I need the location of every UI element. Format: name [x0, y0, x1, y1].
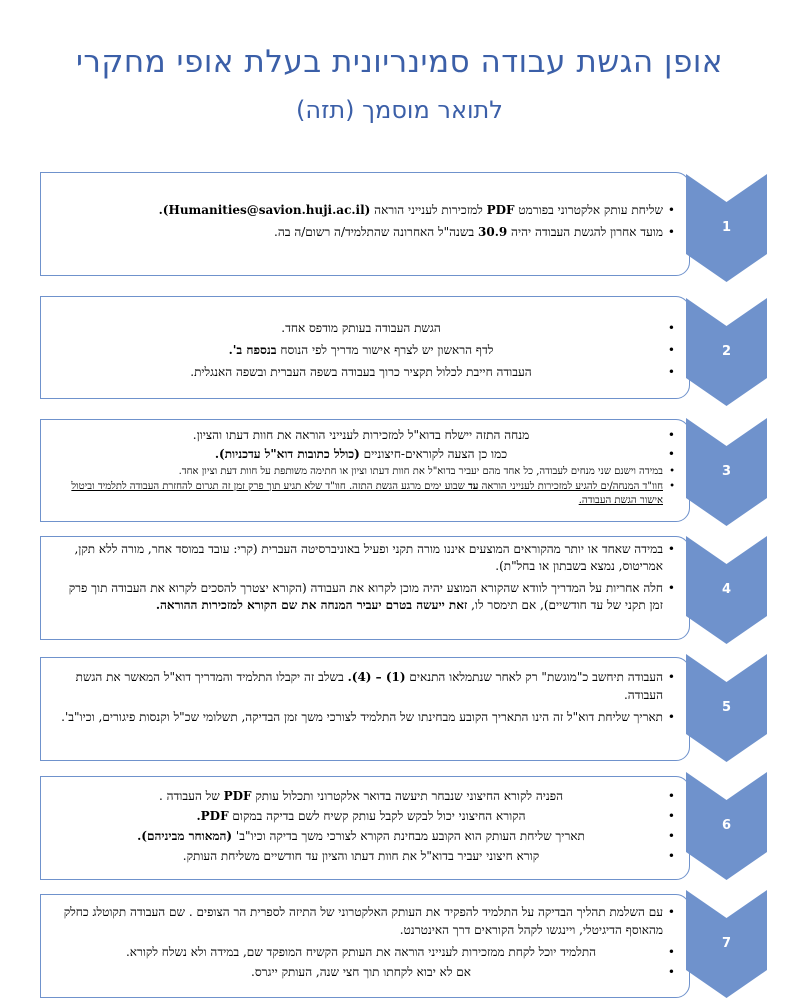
step-number: 7 — [721, 936, 732, 951]
step-4-box — [40, 536, 690, 640]
step-4-chevron — [686, 536, 767, 644]
list-item: • לדף הראשון יש לצרף אישור מדריך לפי הנוסח בנספח ב'. — [59, 341, 663, 359]
page-title: אופן הגשת עבודה סמינריונית בעלת אופי מחקרי — [75, 44, 724, 80]
list-item: • מנחה התזה יישלח בדוא"ל למזכירות לענייני הוראה את חוות דעתו והציון. — [59, 426, 663, 444]
step-6-chevron — [686, 772, 767, 880]
step-number: 5 — [721, 700, 732, 715]
step-1-chevron — [686, 174, 767, 282]
list-item: • מועד אחרון להגשת העבודה יהיה 30.9 בשנה"ל האחרונה שהתלמיד/ה רשום/ה בה. — [59, 223, 663, 241]
list-item: • חוו"ד המנחה/ים להגיע למזכירות לענייני הוראה עד שבוע ימים מרגע הגשת התזה. חוו"ד שלא תגיע תוך פרק זמן זה תגרום להחזרת העבודה לתלמיד וביטול אישור הגשת העבודה. — [59, 480, 663, 507]
step-number: 2 — [721, 344, 732, 359]
list-item: • במידה שאחד או יותר מהקוראים המוצעים איננו מורה תקני ופעיל באוניברסיטה העברית (קרי: עובד במוסד אחר, מורה ללא תקן, אמריטוס, נמצא בשבתון או בחל"ת). — [59, 541, 663, 576]
step-3-box — [40, 419, 690, 522]
list-item: • קורא חיצוני יעביר בדוא"ל את חוות דעתו והציון עד חודשיים משליחת העותק. — [59, 847, 663, 865]
step-number: 4 — [721, 582, 732, 597]
list-item: • עם השלמת תהליך הבדיקה על התלמיד להפקיד את העותק האלקטרוני של התיזה לספרית הר הצופים . שם העבודה תקוטלג כחלק מהאוסף הדיגיטלי, ויינגשו לקהל הקוראים דרך האינטרנט. — [59, 903, 663, 939]
list-item: • כמו כן הצעה לקוראים-חיצוניים (כולל כתובות דוא"ל עדכניות). — [59, 445, 663, 463]
step-number: 6 — [721, 818, 732, 833]
list-item: • העבודה חייבת לכלול תקציר כרוך בעבודה בשפה העברית ובשפה האנגלית. — [59, 363, 663, 381]
step-2-box — [40, 296, 690, 399]
list-item: • העבודה תיחשב כ"מוגשת" רק לאחר שנתמלאו התנאים (1) – (4). בשלב זה יקבלו התלמיד והמדריך דוא"ל המאשר את הגשת העבודה. — [59, 668, 663, 704]
step-2-chevron — [686, 298, 767, 406]
list-item: • תאריך שליחת דוא"ל זה הינו התאריך הקובע מבחינתו של התלמיד לצורכי משך זמן הבדיקה, תשלומי שכ"ל וקנסות פיגורים, וכיו"ב'. — [59, 708, 663, 726]
list-item: • תאריך שליחת העותק הוא הקובע מבחינת הקורא לצורכי משך בדיקה וכיו"ב' (המאוחר מביניהם). — [59, 827, 663, 845]
list-item: • הפניה לקורא החיצוני שנבחר תיעשה בדואר אלקטרוני ותכלול עותק PDF של העבודה . — [59, 787, 663, 805]
step-number: 1 — [721, 220, 732, 235]
step-3-chevron — [686, 418, 767, 526]
step-7-chevron — [686, 890, 767, 998]
list-item: • במידה וישנם שני מנחים לעבודה, כל אחד מהם יעביר בדוא"ל את חוות דעתו וציון או חתימה משותפת על חוות דעת וציון אחד. — [59, 464, 663, 479]
step-7-box — [40, 894, 690, 998]
list-item: • התלמיד יוכל לקחת ממזכירות לענייני הוראה את העותק הקשיח המופקד שם, במידה ולא נשלח לקורא. — [59, 943, 663, 961]
step-5-chevron — [686, 654, 767, 762]
list-item: • הקורא החיצוני יכול לבקש לקבל עותק קשיח לשם בדיקה במקום PDF. — [59, 807, 663, 825]
page-subtitle: לתואר מוסמך (תזה) — [296, 96, 503, 124]
step-5-box — [40, 657, 690, 761]
list-item: • הגשת העבודה בעותק מודפס אחד. — [59, 319, 663, 337]
step-6-box — [40, 776, 690, 880]
step-number: 3 — [721, 464, 732, 479]
step-1-box — [40, 172, 690, 276]
list-item: • אם לא יבוא לקחתו תוך חצי שנה, העותק ייגרס. — [59, 963, 663, 981]
list-item: • חלה אחריות על המדריך לוודא שהקורא המוצע יהיה מוכן לקרוא את העבודה (הקורא יצטרך להסכים לקרוא את העבודה תוך פרק זמן תקני של עד חודשיים), אם תימסר לו, זאת ייעשה בטרם יעביר המנחה את שם הקורא למזכירות ההוראה. — [59, 580, 663, 615]
list-item: • שליחת עותק אלקטרוני בפורמט PDF למזכירות לענייני הוראה (Humanities@savion.huji.ac.il). — [59, 201, 663, 219]
